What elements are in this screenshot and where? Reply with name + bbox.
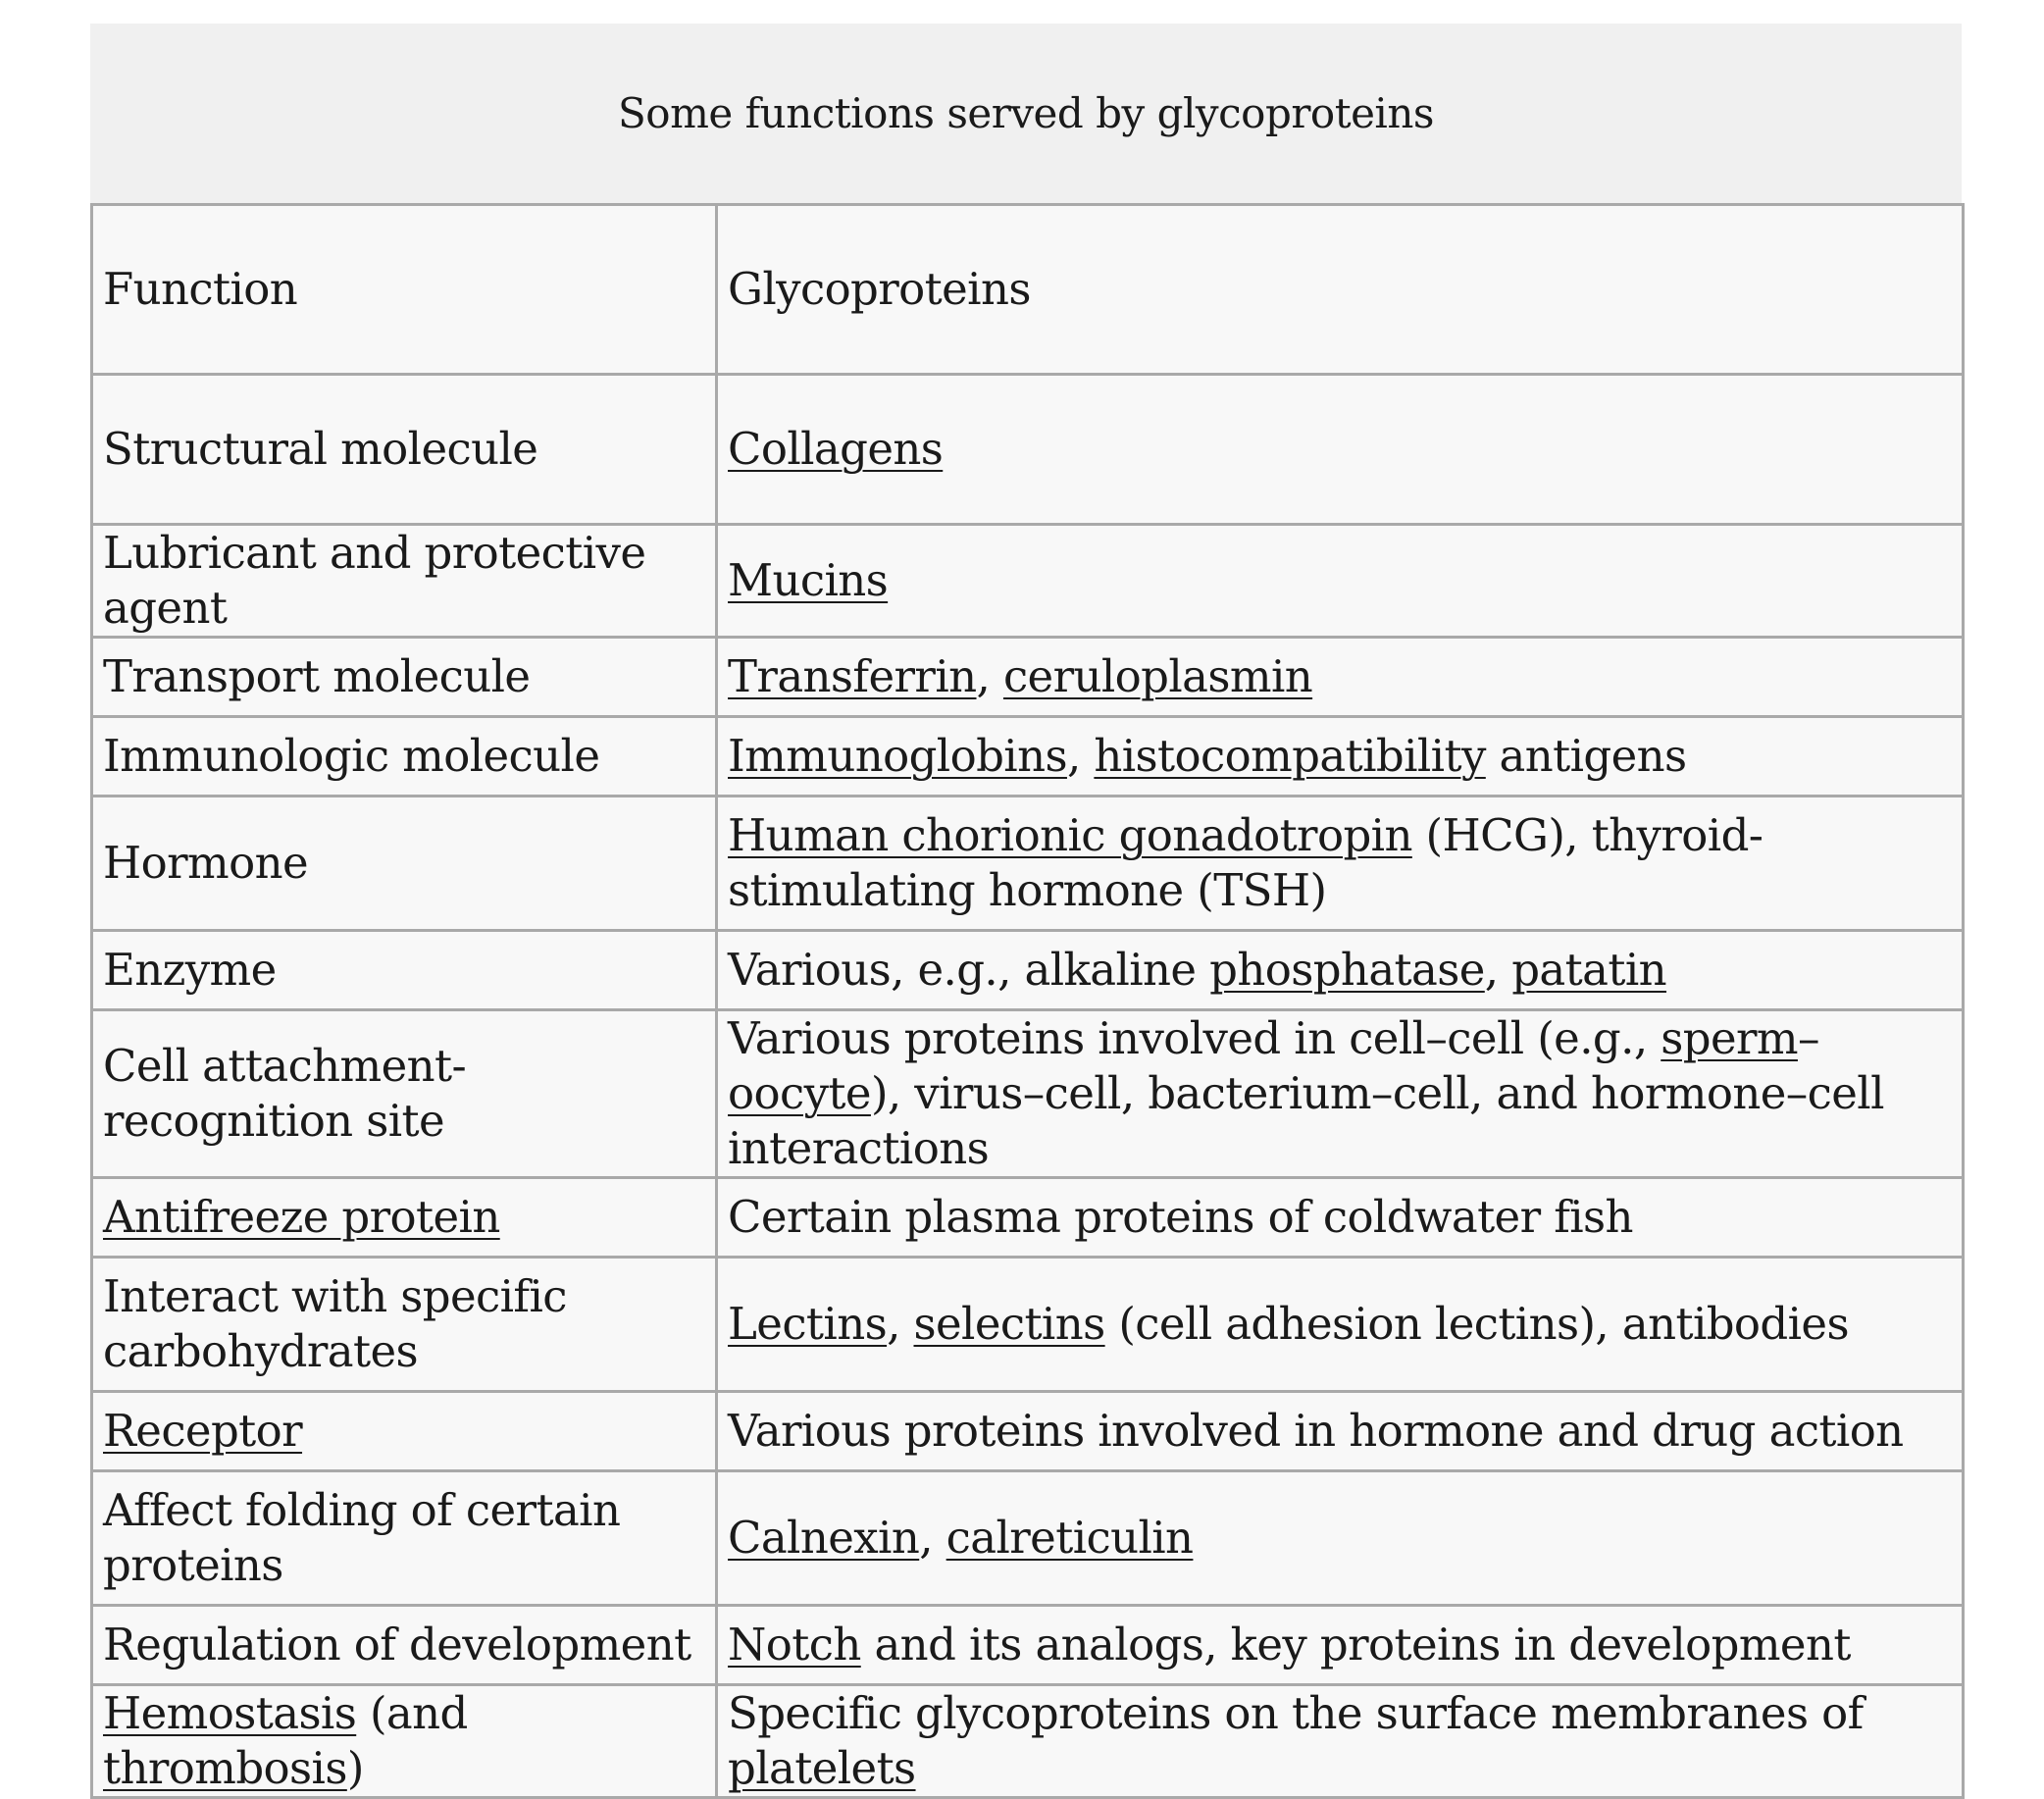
header-function: Function (92, 205, 717, 375)
function-cell (92, 1471, 717, 1606)
link-calnexin[interactable]: Calnexin (728, 1512, 920, 1564)
link-human-chorionic-gonadotropin[interactable]: Human chorionic gonadotropin (728, 809, 1412, 861)
link-ceruloplasmin[interactable]: ceruloplasmin (1002, 650, 1313, 702)
link-calreticulin[interactable]: calreticulin (945, 1512, 1194, 1564)
glycoproteins-cell (717, 1471, 1964, 1606)
link-platelets[interactable]: platelets (728, 1742, 916, 1794)
table-row (92, 1685, 1964, 1798)
table-row (92, 1606, 1964, 1685)
glycoprotein-functions-table (90, 203, 1965, 1799)
table-row (92, 638, 1964, 717)
cell-text: , (1066, 730, 1095, 782)
function-cell (92, 717, 717, 797)
cell-text: Affect folding of certain proteins (103, 1484, 621, 1591)
cell-text: , (919, 1512, 946, 1564)
link-transferrin[interactable]: Transferrin (728, 650, 977, 702)
cell-text: Enzyme (103, 944, 277, 996)
function-cell (92, 931, 717, 1010)
header-glycoproteins: Glycoproteins (717, 205, 1964, 375)
glycoproteins-cell (717, 525, 1964, 638)
link-immunoglobins[interactable]: Immunoglobins (728, 730, 1067, 782)
link-antifreeze-protein[interactable]: Antifreeze protein (103, 1191, 500, 1243)
function-cell (92, 797, 717, 931)
link-phosphatase[interactable]: phosphatase (1209, 944, 1485, 996)
cell-text: Various proteins involved in hormone and drug action (728, 1405, 1904, 1457)
table-row (92, 931, 1964, 1010)
link-notch[interactable]: Notch (728, 1619, 861, 1670)
link-collagens[interactable]: Collagens (728, 423, 944, 475)
table-row (92, 1392, 1964, 1471)
cell-text: Immunologic molecule (103, 730, 600, 782)
cell-text: Transport molecule (103, 650, 531, 702)
cell-text: , (887, 1298, 914, 1350)
function-cell (92, 1606, 717, 1685)
link-sperm[interactable]: sperm (1661, 1012, 1798, 1064)
glycoproteins-cell (717, 1010, 1964, 1178)
link-mucins[interactable]: Mucins (728, 554, 889, 606)
table-row (92, 717, 1964, 797)
cell-text: Various proteins involved in cell–cell (e.g., (728, 1012, 1661, 1064)
cell-text: , (1484, 944, 1512, 996)
glycoproteins-cell (717, 1392, 1964, 1471)
function-cell (92, 375, 717, 525)
cell-text: Structural molecule (103, 423, 538, 475)
link-hemostasis[interactable]: Hemostasis (103, 1687, 357, 1739)
cell-text: Regulation of development (103, 1619, 691, 1670)
table-row (92, 1010, 1964, 1178)
function-cell (92, 1010, 717, 1178)
function-cell (92, 1685, 717, 1798)
glycoproteins-cell (717, 1685, 1964, 1798)
cell-text: Interact with specific carbohydrates (103, 1270, 567, 1377)
table-row (92, 375, 1964, 525)
cell-text: Specific glycoproteins on the surface membranes of (728, 1687, 1864, 1739)
cell-text: Certain plasma proteins of coldwater fish (728, 1191, 1633, 1243)
table-row (92, 525, 1964, 638)
cell-text: ), virus–cell, bacterium–cell, and hormone–cell interactions (728, 1067, 1884, 1174)
table-row (92, 1178, 1964, 1258)
table-caption: Some functions served by glycoproteins (90, 24, 1962, 203)
link-oocyte[interactable]: oocyte (728, 1067, 871, 1119)
glycoproteins-cell (717, 717, 1964, 797)
link-thrombosis[interactable]: thrombosis (103, 1742, 347, 1794)
function-cell (92, 525, 717, 638)
glycoproteins-cell (717, 375, 1964, 525)
link-patatin[interactable]: patatin (1511, 944, 1667, 996)
cell-text: – (1797, 1012, 1819, 1064)
glycoproteins-cell (717, 1258, 1964, 1392)
function-cell (92, 1178, 717, 1258)
cell-text: Hormone (103, 837, 309, 889)
cell-text: and its analogs, key proteins in development (860, 1619, 1851, 1670)
function-cell (92, 1392, 717, 1471)
glycoproteins-cell (717, 1178, 1964, 1258)
table-row (92, 1471, 1964, 1606)
cell-text: (HCG), thyroid-stimulating hormone (TSH) (728, 809, 1763, 916)
table-header-row (92, 205, 1964, 375)
glycoproteins-cell (717, 797, 1964, 931)
link-lectins[interactable]: Lectins (728, 1298, 888, 1350)
table-row (92, 1258, 1964, 1392)
table-row (92, 797, 1964, 931)
glycoprotein-functions-table-wrapper (90, 24, 1962, 1799)
function-cell (92, 1258, 717, 1392)
glycoproteins-cell (717, 638, 1964, 717)
cell-text: (and (356, 1687, 468, 1739)
cell-text: Various, e.g., alkaline (728, 944, 1210, 996)
cell-text: ) (346, 1742, 364, 1794)
link-receptor[interactable]: Receptor (103, 1405, 303, 1457)
cell-text: , (976, 650, 1003, 702)
glycoproteins-cell (717, 1606, 1964, 1685)
cell-text: antigens (1485, 730, 1687, 782)
function-cell (92, 638, 717, 717)
cell-text: Cell attachment-recognition site (103, 1040, 467, 1147)
cell-text: Lubricant and protective agent (103, 527, 646, 634)
link-selectins[interactable]: selectins (913, 1298, 1105, 1350)
cell-text: (cell adhesion lectins), antibodies (1104, 1298, 1849, 1350)
glycoproteins-cell (717, 931, 1964, 1010)
link-histocompatibility[interactable]: histocompatibility (1094, 730, 1486, 782)
